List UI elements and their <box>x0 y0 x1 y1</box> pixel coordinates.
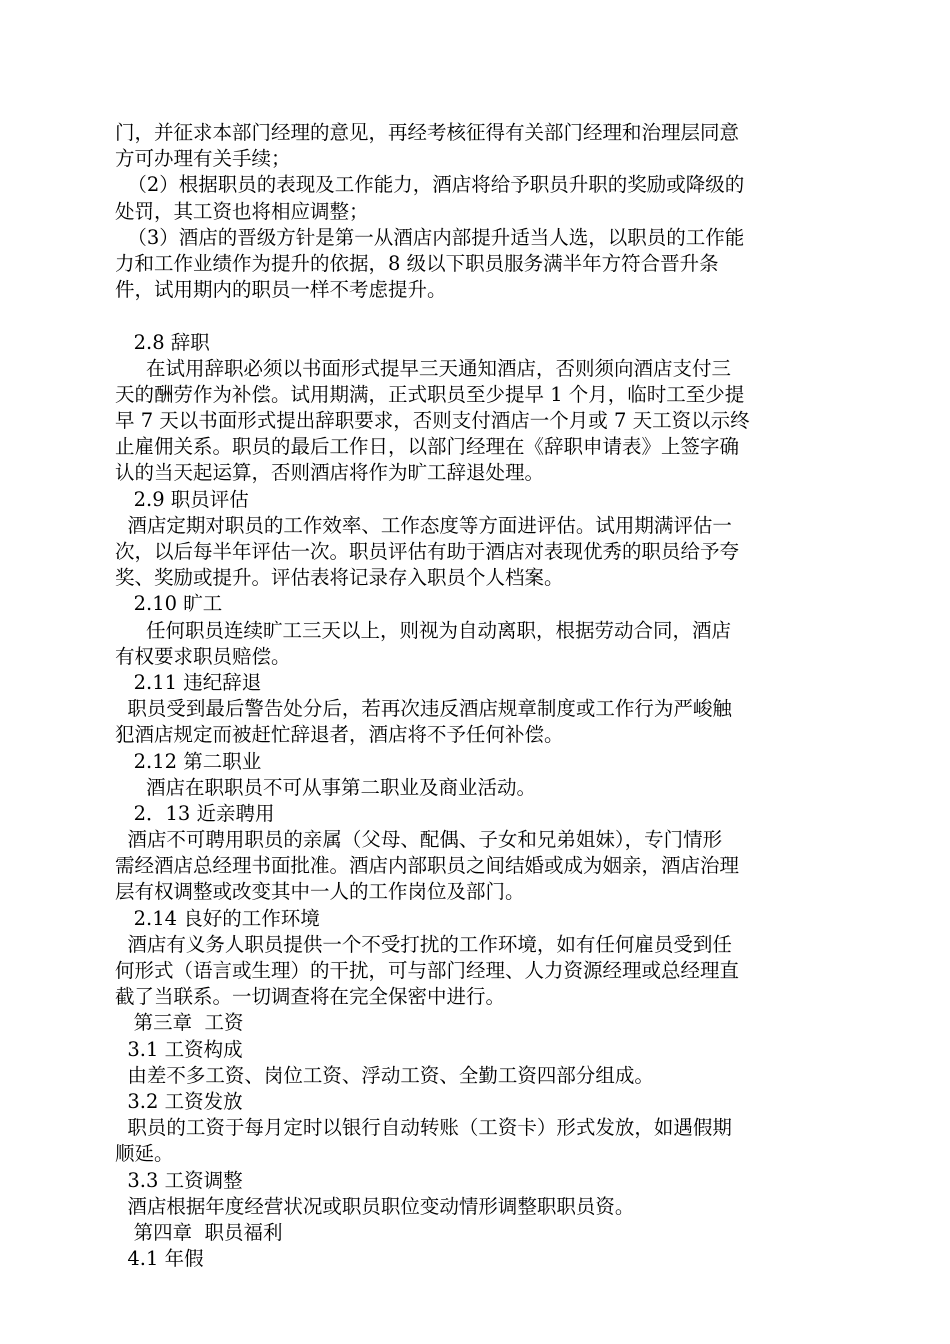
text-line: 酒店根据年度经营状况或职员职位变动情形调整职职员资。 <box>115 1194 635 1218</box>
text-line: 门，并征求本部门经理的意见，再经考核征得有关部门经理和治理层同意 <box>115 121 740 144</box>
text-line: 任何职员连续旷工三天以上，则视为自动离职，根据劳动合同，酒店 <box>115 618 731 642</box>
text-line: 早 7 天以书面形式提出辞职要求，否则支付酒店一个月或 7 天工资以示终 <box>115 409 750 433</box>
section-heading: 2.12 第二职业 <box>115 749 262 773</box>
section-heading: 2．13 近亲聘用 <box>115 801 275 825</box>
text-line: 职员的工资于每月定时以银行自动转账（工资卡）形式发放，如遇假期 <box>115 1116 732 1140</box>
section-heading: 3.3 工资调整 <box>115 1168 243 1192</box>
section-heading: 2.11 违纪辞退 <box>115 670 262 694</box>
section-heading: 3.1 工资构成 <box>115 1037 243 1061</box>
text-line: 止雇佣关系。职员的最后工作日，以部门经理在《辞职申请表》上签字确 <box>115 435 740 459</box>
text-line: 酒店有义务人职员提供一个不受打扰的工作环境，如有任何雇员受到任 <box>115 932 732 956</box>
text-line: 处罚，其工资也将相应调整； <box>115 199 369 223</box>
text-line: 何形式（语言或生理）的干扰，可与部门经理、人力资源经理或总经理直 <box>115 959 740 982</box>
section-heading: 4.1 年假 <box>115 1247 204 1271</box>
text-line: 方可办理有关手续； <box>115 147 291 171</box>
text-line: 件，试用期内的职员一样不考虑提升。 <box>115 278 447 302</box>
text-line: 次，以后每半年评估一次。职员评估有助于酒店对表现优秀的职员给予夸 <box>115 540 740 563</box>
text-line: 认的当天起运算，否则酒店将作为旷工辞退处理。 <box>115 461 545 485</box>
section-heading: 2.9 职员评估 <box>115 487 249 511</box>
text-line: 犯酒店规定而被赶忙辞退者，酒店将不予任何补偿。 <box>115 723 564 747</box>
text-line: 需经酒店总经理书面批准。酒店内部职员之间结婚或成为姻亲，酒店治理 <box>115 854 740 878</box>
text-line: 职员受到最后警告处分后，若再次违反酒店规章制度或工作行为严峻触 <box>115 697 732 721</box>
text-line: 力和工作业绩作为提升的依据，8 级以下职员服务满半年方符合晋升条 <box>115 251 719 275</box>
section-heading: 2.8 辞职 <box>115 330 210 354</box>
blank-line <box>115 303 840 329</box>
text-line: 层有权调整或改变其中一人的工作岗位及部门。 <box>115 880 525 904</box>
text-line: 酒店在职职员不可从事第二职业及商业活动。 <box>115 775 536 799</box>
document-page <box>115 120 840 1272</box>
text-line: 酒店不可聘用职员的亲属（父母、配偶、子女和兄弟姐妹），专门情形 <box>115 828 723 852</box>
chapter-heading: 第四章 职员福利 <box>115 1220 283 1244</box>
section-heading: 3.2 工资发放 <box>115 1089 243 1113</box>
text-line: 在试用辞职必须以书面形式提早三天通知酒店，否则须向酒店支付三 <box>115 356 731 380</box>
text-line: 由差不多工资、岗位工资、浮动工资、全勤工资四部分组成。 <box>115 1063 654 1087</box>
text-line: （3）酒店的晋级方针是第一从酒店内部提升适当人选，以职员的工作能 <box>115 225 745 249</box>
text-line: （2）根据职员的表现及工作能力，酒店将给予职员升职的奖励或降级的 <box>115 173 745 197</box>
text-line: 天的酬劳作为补偿。试用期满，正式职员至少提早 1 个月，临时工至少提 <box>115 382 745 406</box>
section-heading: 2.14 良好的工作环境 <box>115 906 320 930</box>
text-line: 顺延。 <box>115 1142 174 1166</box>
text-line: 截了当联系。一切调查将在完全保密中进行。 <box>115 985 506 1009</box>
section-heading: 2.10 旷工 <box>115 592 223 616</box>
chapter-heading: 第三章 工资 <box>115 1011 244 1035</box>
text-line: 奖、奖励或提升。评估表将记录存入职员个人档案。 <box>115 566 564 590</box>
text-line: 有权要求职员赔偿。 <box>115 644 291 668</box>
text-line: 酒店定期对职员的工作效率、工作态度等方面进评估。试用期满评估一 <box>115 513 732 537</box>
